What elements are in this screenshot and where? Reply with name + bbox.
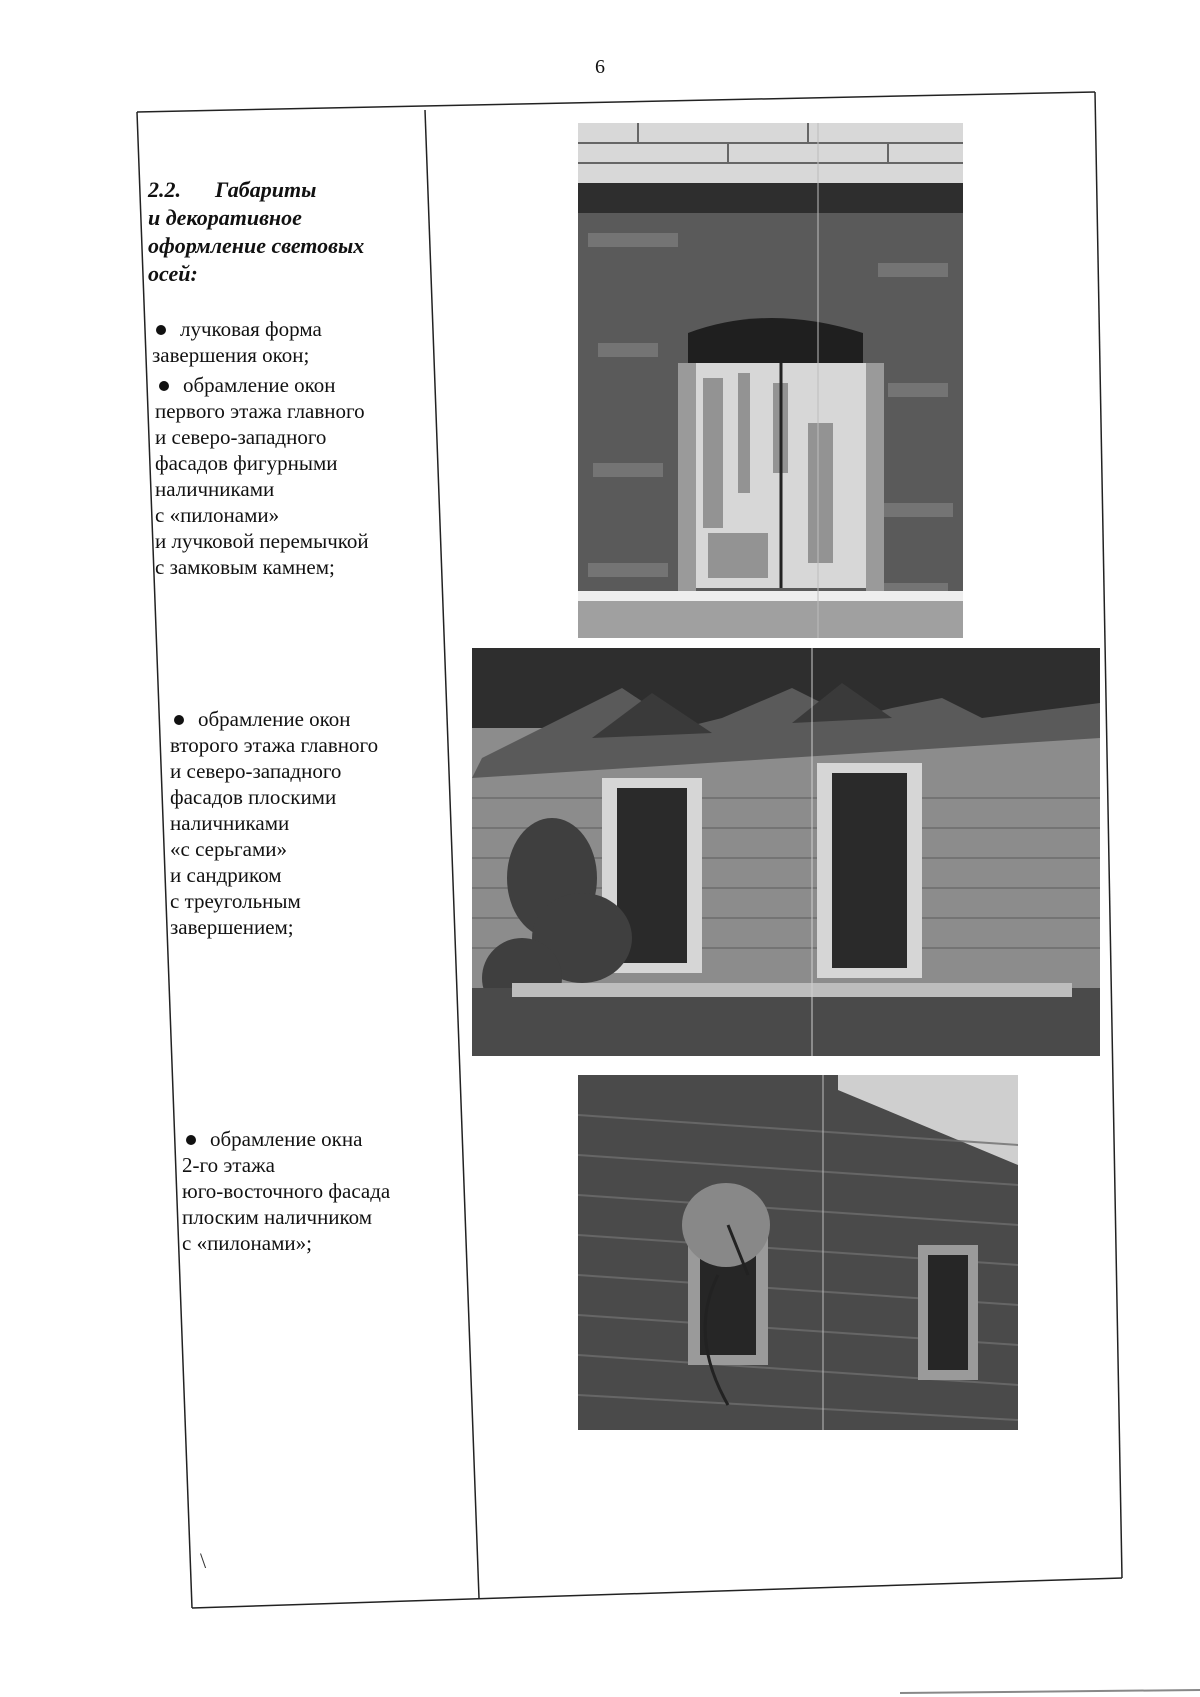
bullet-icon <box>156 325 166 335</box>
list-item-text: обрамление окон второго этажа главного и северо-западного фасадов плоскими наличниками «с серьгами» и сандриком с треугольным завершением; <box>170 707 379 939</box>
bullet-icon <box>186 1135 196 1145</box>
section-title: Габариты и декоративное оформление световых осей: <box>148 177 365 286</box>
section-heading-block <box>148 148 448 288</box>
section-number: 2.2. <box>148 177 181 202</box>
list-item <box>182 1100 472 1256</box>
bullet-icon <box>159 381 169 391</box>
photo-first-floor-window <box>578 123 963 638</box>
list-item-text: обрамление окна 2-го этажа юго-восточного фасада плоским наличником с «пилонами»; <box>182 1127 391 1255</box>
list-item-text: лучковая форма завершения окон; <box>152 317 322 367</box>
page-number: 6 <box>595 56 605 78</box>
bullet-icon <box>174 715 184 725</box>
list-item <box>155 346 445 580</box>
stray-mark: \ <box>200 1548 207 1573</box>
list-item <box>170 680 460 940</box>
photo-second-floor-windows <box>472 648 1100 1056</box>
section-heading <box>148 148 448 288</box>
photo-south-east-window <box>578 1075 1018 1430</box>
list-item-text: обрамление окон первого этажа главного и северо-западного фасадов фигурными наличниками с «пилонами» и лучковой перемычкой с замковым камнем; <box>155 373 369 579</box>
